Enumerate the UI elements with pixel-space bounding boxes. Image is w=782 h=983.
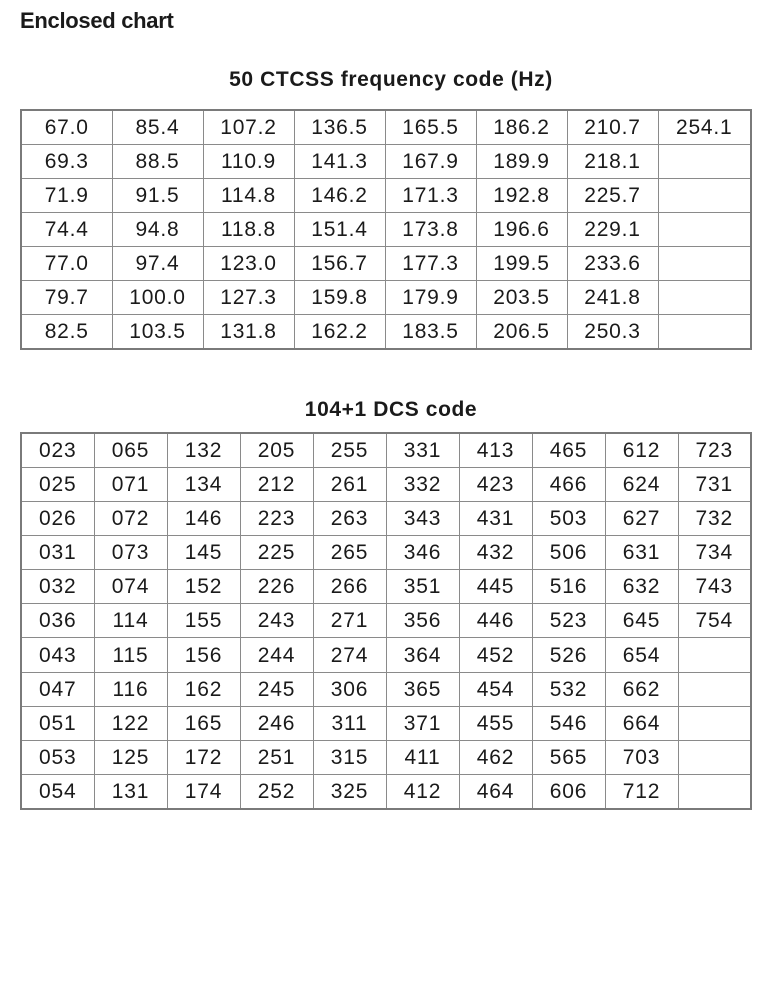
- dcs-code-cell: 225: [240, 536, 313, 570]
- dcs-code-cell: 503: [532, 502, 605, 536]
- dcs-code-cell: 462: [459, 740, 532, 774]
- ctcss-code-cell: 192.8: [476, 179, 567, 213]
- dcs-code-cell: 244: [240, 638, 313, 672]
- ctcss-code-cell: 229.1: [567, 213, 658, 247]
- dcs-table-row: [21, 672, 751, 706]
- dcs-table-row: [21, 604, 751, 638]
- dcs-table-body: [21, 433, 751, 809]
- ctcss-code-cell: 79.7: [21, 281, 112, 315]
- dcs-code-cell: 754: [678, 604, 751, 638]
- dcs-code-cell: 546: [532, 706, 605, 740]
- dcs-table-row: [21, 536, 751, 570]
- ctcss-code-cell: 107.2: [203, 110, 294, 145]
- ctcss-code-cell: 127.3: [203, 281, 294, 315]
- ctcss-code-cell: 167.9: [385, 145, 476, 179]
- ctcss-code-cell: 71.9: [21, 179, 112, 213]
- dcs-code-cell: 627: [605, 502, 678, 536]
- dcs-code-cell: 054: [21, 774, 94, 809]
- dcs-code-cell: 466: [532, 468, 605, 502]
- ctcss-code-cell: 254.1: [658, 110, 751, 145]
- dcs-code-cell: 712: [605, 774, 678, 809]
- dcs-code-cell: 464: [459, 774, 532, 809]
- dcs-code-cell: 645: [605, 604, 678, 638]
- ctcss-code-cell: 77.0: [21, 247, 112, 281]
- dcs-table-title: 104+1 DCS code: [304, 398, 478, 421]
- dcs-code-cell: 654: [605, 638, 678, 672]
- ctcss-code-cell: 171.3: [385, 179, 476, 213]
- dcs-table-row: [21, 774, 751, 809]
- dcs-code-cell: 246: [240, 706, 313, 740]
- dcs-table-row: [21, 570, 751, 604]
- dcs-code-cell: 146: [167, 502, 240, 536]
- dcs-code-cell: 156: [167, 638, 240, 672]
- dcs-code-cell: 445: [459, 570, 532, 604]
- dcs-code-cell: 364: [386, 638, 459, 672]
- dcs-code-cell: 465: [532, 433, 605, 468]
- dcs-table-row: [21, 740, 751, 774]
- dcs-code-cell: 606: [532, 774, 605, 809]
- dcs-code-cell: 114: [94, 604, 167, 638]
- dcs-code-cell: 315: [313, 740, 386, 774]
- dcs-code-cell: 506: [532, 536, 605, 570]
- ctcss-code-cell: 241.8: [567, 281, 658, 315]
- dcs-code-cell: 031: [21, 536, 94, 570]
- dcs-code-cell: 565: [532, 740, 605, 774]
- ctcss-code-cell: 69.3: [21, 145, 112, 179]
- dcs-code-cell: 072: [94, 502, 167, 536]
- ctcss-code-cell: 82.5: [21, 315, 112, 350]
- dcs-code-cell: 325: [313, 774, 386, 809]
- ctcss-code-cell: 165.5: [385, 110, 476, 145]
- ctcss-code-cell: 110.9: [203, 145, 294, 179]
- ctcss-table-row: [21, 179, 751, 213]
- ctcss-table-body: [21, 110, 751, 349]
- dcs-code-cell: 516: [532, 570, 605, 604]
- dcs-code-cell: 306: [313, 672, 386, 706]
- ctcss-code-cell: 94.8: [112, 213, 203, 247]
- dcs-code-cell: 125: [94, 740, 167, 774]
- dcs-code-cell: 532: [532, 672, 605, 706]
- ctcss-code-cell: 131.8: [203, 315, 294, 350]
- dcs-code-cell: 452: [459, 638, 532, 672]
- dcs-code-cell: 251: [240, 740, 313, 774]
- ctcss-code-cell: 151.4: [294, 213, 385, 247]
- dcs-code-cell: 371: [386, 706, 459, 740]
- dcs-code-cell: 132: [167, 433, 240, 468]
- ctcss-code-cell: 250.3: [567, 315, 658, 350]
- dcs-code-cell: 662: [605, 672, 678, 706]
- dcs-code-cell: 265: [313, 536, 386, 570]
- ctcss-code-cell: 103.5: [112, 315, 203, 350]
- dcs-code-cell: 155: [167, 604, 240, 638]
- dcs-code-cell: 526: [532, 638, 605, 672]
- dcs-code-cell: [678, 638, 751, 672]
- dcs-code-cell: 051: [21, 706, 94, 740]
- dcs-code-cell: 145: [167, 536, 240, 570]
- dcs-code-cell: 116: [94, 672, 167, 706]
- dcs-code-cell: 165: [167, 706, 240, 740]
- dcs-table-row: [21, 433, 751, 468]
- dcs-table-row: [21, 468, 751, 502]
- dcs-code-cell: 432: [459, 536, 532, 570]
- ctcss-table-row: [21, 247, 751, 281]
- dcs-code-cell: 073: [94, 536, 167, 570]
- dcs-code-cell: 274: [313, 638, 386, 672]
- ctcss-code-cell: 233.6: [567, 247, 658, 281]
- ctcss-table-title: 50 CTCSS frequency code (Hz): [229, 68, 553, 91]
- ctcss-code-cell: 210.7: [567, 110, 658, 145]
- dcs-code-cell: 115: [94, 638, 167, 672]
- dcs-code-cell: 134: [167, 468, 240, 502]
- ctcss-code-cell: 136.5: [294, 110, 385, 145]
- dcs-table-row: [21, 502, 751, 536]
- ctcss-table-row: [21, 213, 751, 247]
- dcs-code-cell: [678, 774, 751, 809]
- dcs-code-cell: 026: [21, 502, 94, 536]
- dcs-code-cell: 074: [94, 570, 167, 604]
- ctcss-code-cell: 141.3: [294, 145, 385, 179]
- dcs-code-cell: 446: [459, 604, 532, 638]
- ctcss-table-row: [21, 110, 751, 145]
- dcs-code-cell: [678, 672, 751, 706]
- ctcss-code-cell: 196.6: [476, 213, 567, 247]
- dcs-code-cell: 412: [386, 774, 459, 809]
- dcs-code-cell: 703: [605, 740, 678, 774]
- dcs-code-cell: 455: [459, 706, 532, 740]
- dcs-code-cell: 632: [605, 570, 678, 604]
- ctcss-code-cell: [658, 213, 751, 247]
- dcs-code-cell: 411: [386, 740, 459, 774]
- dcs-code-cell: 356: [386, 604, 459, 638]
- dcs-code-cell: 223: [240, 502, 313, 536]
- dcs-table-row: [21, 638, 751, 672]
- dcs-code-cell: 036: [21, 604, 94, 638]
- dcs-code-cell: 152: [167, 570, 240, 604]
- ctcss-code-cell: 162.2: [294, 315, 385, 350]
- ctcss-code-cell: 91.5: [112, 179, 203, 213]
- ctcss-code-cell: 146.2: [294, 179, 385, 213]
- ctcss-code-cell: 97.4: [112, 247, 203, 281]
- ctcss-code-cell: 123.0: [203, 247, 294, 281]
- ctcss-code-cell: [658, 145, 751, 179]
- dcs-code-cell: 624: [605, 468, 678, 502]
- dcs-code-cell: 023: [21, 433, 94, 468]
- dcs-code-cell: 332: [386, 468, 459, 502]
- dcs-code-cell: 631: [605, 536, 678, 570]
- ctcss-code-cell: 67.0: [21, 110, 112, 145]
- dcs-code-cell: 351: [386, 570, 459, 604]
- dcs-code-cell: 122: [94, 706, 167, 740]
- ctcss-code-cell: 199.5: [476, 247, 567, 281]
- ctcss-code-cell: [658, 315, 751, 350]
- ctcss-table-row: [21, 145, 751, 179]
- dcs-code-cell: 261: [313, 468, 386, 502]
- dcs-code-cell: 523: [532, 604, 605, 638]
- dcs-code-cell: 331: [386, 433, 459, 468]
- dcs-code-cell: 271: [313, 604, 386, 638]
- ctcss-code-cell: 159.8: [294, 281, 385, 315]
- dcs-code-cell: 612: [605, 433, 678, 468]
- ctcss-code-cell: 218.1: [567, 145, 658, 179]
- dcs-code-table: [20, 432, 752, 810]
- dcs-code-cell: 266: [313, 570, 386, 604]
- dcs-code-cell: 131: [94, 774, 167, 809]
- ctcss-code-cell: 74.4: [21, 213, 112, 247]
- dcs-code-cell: [678, 740, 751, 774]
- dcs-code-cell: 047: [21, 672, 94, 706]
- ctcss-code-cell: 114.8: [203, 179, 294, 213]
- ctcss-table-row: [21, 281, 751, 315]
- dcs-code-cell: 212: [240, 468, 313, 502]
- ctcss-code-cell: 183.5: [385, 315, 476, 350]
- ctcss-code-cell: 118.8: [203, 213, 294, 247]
- ctcss-code-cell: 100.0: [112, 281, 203, 315]
- ctcss-code-cell: 203.5: [476, 281, 567, 315]
- ctcss-code-cell: [658, 247, 751, 281]
- ctcss-code-cell: 206.5: [476, 315, 567, 350]
- dcs-code-cell: 252: [240, 774, 313, 809]
- dcs-code-cell: [678, 706, 751, 740]
- dcs-code-cell: 423: [459, 468, 532, 502]
- ctcss-code-cell: [658, 179, 751, 213]
- dcs-code-cell: 174: [167, 774, 240, 809]
- dcs-code-cell: 043: [21, 638, 94, 672]
- ctcss-code-cell: 189.9: [476, 145, 567, 179]
- dcs-code-cell: 664: [605, 706, 678, 740]
- dcs-code-cell: 263: [313, 502, 386, 536]
- ctcss-code-cell: 225.7: [567, 179, 658, 213]
- ctcss-code-cell: 186.2: [476, 110, 567, 145]
- dcs-table-row: [21, 706, 751, 740]
- ctcss-table-row: [21, 315, 751, 350]
- page-heading: Enclosed chart: [20, 8, 174, 33]
- dcs-code-cell: 032: [21, 570, 94, 604]
- dcs-code-cell: 071: [94, 468, 167, 502]
- dcs-code-cell: 731: [678, 468, 751, 502]
- dcs-code-cell: 454: [459, 672, 532, 706]
- ctcss-code-cell: 156.7: [294, 247, 385, 281]
- dcs-code-cell: 025: [21, 468, 94, 502]
- dcs-code-cell: 245: [240, 672, 313, 706]
- dcs-code-cell: 346: [386, 536, 459, 570]
- dcs-code-cell: 431: [459, 502, 532, 536]
- ctcss-code-cell: 88.5: [112, 145, 203, 179]
- dcs-code-cell: 065: [94, 433, 167, 468]
- ctcss-code-table: [20, 109, 752, 350]
- ctcss-code-cell: 179.9: [385, 281, 476, 315]
- dcs-code-cell: 723: [678, 433, 751, 468]
- dcs-code-cell: 243: [240, 604, 313, 638]
- dcs-code-cell: 162: [167, 672, 240, 706]
- dcs-code-cell: 172: [167, 740, 240, 774]
- dcs-code-cell: 226: [240, 570, 313, 604]
- dcs-code-cell: 205: [240, 433, 313, 468]
- dcs-code-cell: 343: [386, 502, 459, 536]
- ctcss-code-cell: 177.3: [385, 247, 476, 281]
- dcs-code-cell: 255: [313, 433, 386, 468]
- dcs-code-cell: 053: [21, 740, 94, 774]
- dcs-code-cell: 365: [386, 672, 459, 706]
- ctcss-code-cell: 173.8: [385, 213, 476, 247]
- dcs-code-cell: 413: [459, 433, 532, 468]
- dcs-code-cell: 734: [678, 536, 751, 570]
- dcs-code-cell: 732: [678, 502, 751, 536]
- ctcss-code-cell: 85.4: [112, 110, 203, 145]
- dcs-code-cell: 311: [313, 706, 386, 740]
- dcs-code-cell: 743: [678, 570, 751, 604]
- ctcss-code-cell: [658, 281, 751, 315]
